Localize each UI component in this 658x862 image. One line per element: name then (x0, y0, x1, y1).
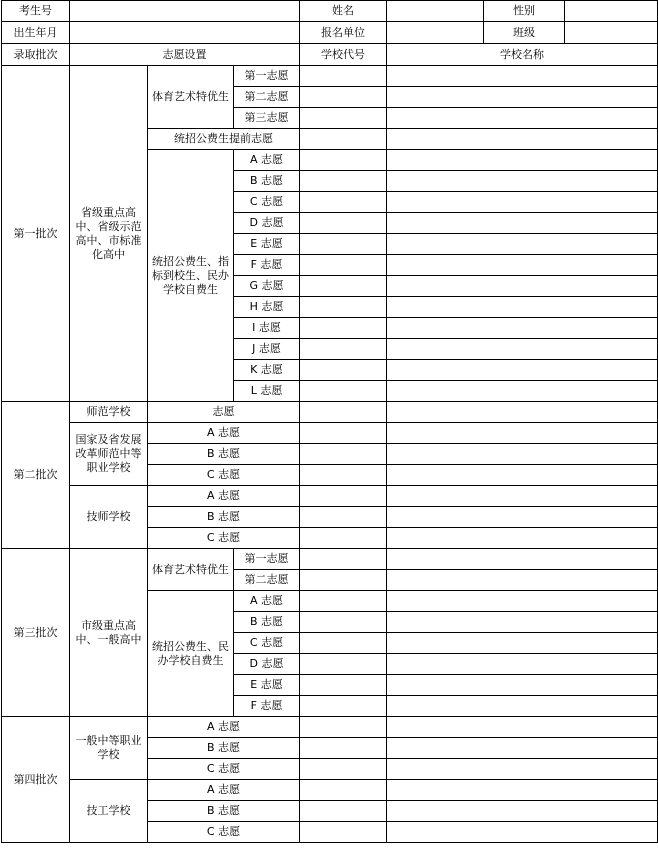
school-name-cell[interactable] (387, 675, 658, 696)
school-code-cell[interactable] (300, 234, 387, 255)
choice-label: B 志愿 (148, 507, 300, 528)
school-name-cell[interactable] (387, 507, 658, 528)
choice-label: C 志愿 (148, 528, 300, 549)
choice-label: A 志愿 (148, 780, 300, 801)
school-code-cell[interactable] (300, 486, 387, 507)
school-code-cell[interactable] (300, 738, 387, 759)
choice-label: G 志愿 (234, 276, 300, 297)
school-name-cell[interactable] (387, 87, 658, 108)
school-code-cell[interactable] (300, 759, 387, 780)
school-name-cell[interactable] (387, 339, 658, 360)
batch3-label: 第三批次 (2, 549, 70, 717)
school-code-cell[interactable] (300, 192, 387, 213)
batch3-sports-art: 体育艺术特优生 (148, 549, 234, 591)
batch2-label: 第二批次 (2, 402, 70, 549)
school-name-cell[interactable] (387, 318, 658, 339)
class-field[interactable] (565, 22, 658, 44)
choice-label: B 志愿 (234, 612, 300, 633)
school-name-cell[interactable] (387, 423, 658, 444)
school-name-cell[interactable] (387, 108, 658, 129)
name-label: 姓名 (300, 1, 387, 22)
class-label: 班级 (484, 22, 565, 44)
school-name-cell[interactable] (387, 402, 658, 423)
school-name-cell[interactable] (387, 570, 658, 591)
choice-label: H 志愿 (234, 297, 300, 318)
school-code-cell[interactable] (300, 276, 387, 297)
school-code-cell[interactable] (300, 318, 387, 339)
choice-label: 第二志愿 (234, 570, 300, 591)
batch1-advance-choice: 统招公费生提前志愿 (148, 129, 300, 150)
school-code-cell[interactable] (300, 108, 387, 129)
school-name-cell[interactable] (387, 759, 658, 780)
choice-label: 第二志愿 (234, 87, 300, 108)
school-code-cell[interactable] (300, 423, 387, 444)
choice-label: D 志愿 (234, 654, 300, 675)
birth-field[interactable] (70, 22, 300, 44)
school-code-cell[interactable] (300, 654, 387, 675)
school-name-cell[interactable] (387, 381, 658, 402)
batch4-secondary: 一般中等职业学校 (70, 717, 148, 780)
school-name-cell[interactable] (387, 150, 658, 171)
school-code-cell[interactable] (300, 444, 387, 465)
choice-label: A 志愿 (234, 150, 300, 171)
school-code-cell[interactable] (300, 150, 387, 171)
choice-label: 第一志愿 (234, 549, 300, 570)
batch4-label: 第四批次 (2, 717, 70, 843)
school-code-cell[interactable] (300, 591, 387, 612)
school-name-cell[interactable] (387, 738, 658, 759)
school-name-cell[interactable] (387, 66, 658, 87)
school-code-cell[interactable] (300, 696, 387, 717)
choice-label: 第三志愿 (234, 108, 300, 129)
choice-label: B 志愿 (148, 444, 300, 465)
choice-label: A 志愿 (148, 717, 300, 738)
batch1-general: 统招公费生、指标到校生、民办学校自费生 (148, 150, 234, 402)
school-name-cell[interactable] (387, 444, 658, 465)
school-name-cell[interactable] (387, 801, 658, 822)
school-code-cell[interactable] (300, 402, 387, 423)
choice-label: C 志愿 (148, 759, 300, 780)
school-name-cell[interactable] (387, 549, 658, 570)
school-code-cell[interactable] (300, 66, 387, 87)
birth-label: 出生年月 (2, 22, 70, 44)
batch2-technician: 技师学校 (70, 486, 148, 549)
batch2-normal-school: 师范学校 (70, 402, 148, 423)
school-name-cell[interactable] (387, 528, 658, 549)
choice-label: C 志愿 (148, 465, 300, 486)
school-name-cell[interactable] (387, 612, 658, 633)
school-code-cell[interactable] (300, 360, 387, 381)
school-name-cell[interactable] (387, 780, 658, 801)
school-code-cell[interactable] (300, 780, 387, 801)
school-name-cell[interactable] (387, 129, 658, 150)
reg-unit-label: 报名单位 (300, 22, 387, 44)
school-name-cell[interactable] (387, 360, 658, 381)
choice-label: D 志愿 (234, 213, 300, 234)
school-code-cell[interactable] (300, 213, 387, 234)
gender-label: 性别 (484, 1, 565, 22)
batch2-vocational: 国家及省发展改革师范中等职业学校 (70, 423, 148, 486)
choice-label: 第一志愿 (234, 66, 300, 87)
school-code-cell[interactable] (300, 549, 387, 570)
school-code-cell[interactable] (300, 465, 387, 486)
choice-label: K 志愿 (234, 360, 300, 381)
school-name-cell[interactable] (387, 276, 658, 297)
school-code-cell[interactable] (300, 612, 387, 633)
batch4-technical: 技工学校 (70, 780, 148, 843)
school-name-cell[interactable] (387, 213, 658, 234)
school-code-cell[interactable] (300, 129, 387, 150)
school-code-cell[interactable] (300, 507, 387, 528)
batch1-sports-art: 体育艺术特优生 (148, 66, 234, 129)
reg-unit-field[interactable] (387, 22, 484, 44)
school-name-cell[interactable] (387, 486, 658, 507)
school-name-cell[interactable] (387, 171, 658, 192)
school-name-cell[interactable] (387, 192, 658, 213)
exam-no-label: 考生号 (2, 1, 70, 22)
school-name-cell[interactable] (387, 255, 658, 276)
school-name-cell[interactable] (387, 234, 658, 255)
choice-label: B 志愿 (148, 801, 300, 822)
school-code-cell[interactable] (300, 633, 387, 654)
choice-label: F 志愿 (234, 696, 300, 717)
school-code-cell[interactable] (300, 822, 387, 843)
choice-label: C 志愿 (234, 192, 300, 213)
choice-label: C 志愿 (148, 822, 300, 843)
school-code-cell[interactable] (300, 171, 387, 192)
school-code-cell[interactable] (300, 339, 387, 360)
school-name-cell[interactable] (387, 696, 658, 717)
choice-label: A 志愿 (148, 423, 300, 444)
school-code-cell[interactable] (300, 570, 387, 591)
school-name-cell[interactable] (387, 297, 658, 318)
school-code-cell[interactable] (300, 717, 387, 738)
choice-label: J 志愿 (234, 339, 300, 360)
school-name-cell[interactable] (387, 822, 658, 843)
name-field[interactable] (387, 1, 484, 22)
school-code-cell[interactable] (300, 528, 387, 549)
school-code-cell[interactable] (300, 297, 387, 318)
choice-label: A 志愿 (148, 486, 300, 507)
choice-label: I 志愿 (234, 318, 300, 339)
school-code-cell[interactable] (300, 801, 387, 822)
gender-field[interactable] (565, 1, 658, 22)
choice-label: B 志愿 (234, 171, 300, 192)
school-name-cell[interactable] (387, 633, 658, 654)
setting-column-header: 志愿设置 (70, 44, 300, 66)
batch1-label: 第一批次 (2, 66, 70, 402)
school-name-cell[interactable] (387, 591, 658, 612)
exam-no-field[interactable] (70, 1, 300, 22)
batch-column-header: 录取批次 (2, 44, 70, 66)
choice-label: E 志愿 (234, 234, 300, 255)
choice-label: F 志愿 (234, 255, 300, 276)
choice-label: 志愿 (148, 402, 300, 423)
school-code-header: 学校代号 (300, 44, 387, 66)
school-code-cell[interactable] (300, 255, 387, 276)
school-name-cell[interactable] (387, 654, 658, 675)
choice-label: L 志愿 (234, 381, 300, 402)
school-name-header: 学校名称 (387, 44, 658, 66)
choice-label: E 志愿 (234, 675, 300, 696)
choice-label: C 志愿 (234, 633, 300, 654)
application-form-table (1, 0, 658, 843)
choice-label: A 志愿 (234, 591, 300, 612)
batch3-general: 统招公费生、民办学校自费生 (148, 591, 234, 717)
school-code-cell[interactable] (300, 675, 387, 696)
school-name-cell[interactable] (387, 465, 658, 486)
batch3-category: 市级重点高中、一般高中 (70, 549, 148, 717)
school-code-cell[interactable] (300, 381, 387, 402)
batch1-category: 省级重点高中、省级示范高中、市标准化高中 (70, 66, 148, 402)
school-code-cell[interactable] (300, 87, 387, 108)
choice-label: B 志愿 (148, 738, 300, 759)
school-name-cell[interactable] (387, 717, 658, 738)
